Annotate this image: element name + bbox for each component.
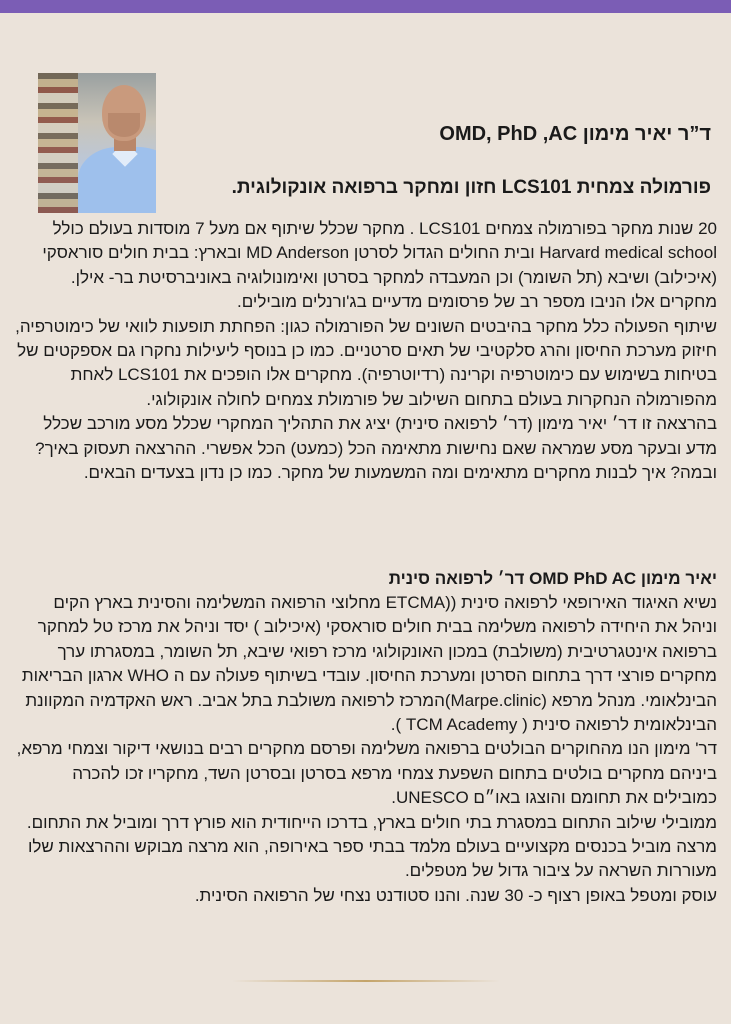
paragraph: בהרצאה זו דר׳ יאיר מימון (דר׳ לרפואה סינית) יציג את התהליך המחקרי שכלל מסע מורכב שכלל מדע ובעקר מסע שמראה שאם נחישות מתאימה הכל (כמעט) הכל אפשרי. ההרצאה תעסוק באיך? ובמה? איך לבנות מחקרים מתאימים ומה המשמעות של מחקר. כמו כן נדון בצעדים הבאים.: [35, 414, 717, 483]
paragraph: שיתוף הפעולה כלל מחקר בהיבטים השונים של הפורמולה כגון: הפחתת תופעות לוואי של כימוטרפיה, חיזוק מערכת החיסון והרג סלקטיבי של תאים סרטניים. כמו כן בנוסף ליעילות נחקרו גם אספקטים של בטיחות בשימוש עם כימוטרפיה וקרינה (רדיוטרפיה). מחקרים אלו הופכים את LCS101 לאחת מהפורמולה הנחקרות בעולם בתחום השילוב של פורמולת צמחים לחולה אונקולוגי.: [15, 316, 717, 409]
paragraph: ממובילי שילוב התחום במסגרת בתי חולים בארץ, בדרכו הייחודית הוא פורץ דרך ומוביל את התחום.: [26, 812, 717, 832]
face-shade: [108, 113, 140, 137]
bio-heading: יאיר מימון OMD PhD AC דר׳ לרפואה סינית: [388, 569, 717, 588]
lecture-description: [14, 217, 717, 485]
paragraph: דר' מימון הנו מהחוקרים הבולטים ברפואה משלימה ופרסם מחקרים רבים בנושאי דיקור וצמחי מרפא, ביניהם מחקרים בולטים בתחום השפעת צמחי מרפא בסרטן ובסרטן השד, מחקריו זכו להכרה כמובילים את תחומם והוצגו באו״ם UNESCO.: [16, 739, 717, 808]
page-subtitle: פורמולה צמחית LCS101 חזון ומחקר ברפואה אונקולוגית.: [231, 177, 711, 198]
top-accent-bar: [0, 0, 731, 13]
footer-divider: [232, 980, 500, 982]
page-title: ד”ר יאיר מימון OMD, PhD ,AC: [439, 123, 711, 145]
paragraph: עוסק ומטפל באופן רצוף כ- 30 שנה. והנו סטודנט נצחי של הרפואה הסינית.: [194, 885, 717, 905]
paragraph: נשיא האיגוד האירופאי לרפואה סינית ((ETCMA מחלוצי הרפואה המשלימה והסינית בארץ הקים וניהל את היחידה לרפואה משלימה בבית חולים סוראסקי (איכילוב ) יסד וניהל את מרכז טל למחקר ברפואה אינטגרטיבית (משולבת) במכון האונקולוגי מרכז רפואי שיבא, תל השומר, במסגרתו ערך מחקרים פורצי דרך בתחום הסרטן ומערכת החיסון. עובדי בשיתוף פעולה עם ה WHO ארגון הבריאות הבינלאומי. מנהל מרפא (Marpe.clinic)המרכז לרפואה משולבת בתל אביב. ראש האקדמיה המקוונת הבינלאומית לרפואה סינית ( TCM Academy ).: [21, 593, 717, 735]
paragraph: מרצה מוביל בכנסים מקצועיים בעולם מלמד בבתי ספר באירופה, הוא מרצה מבוקש וההרצאות שלו מעוררות השראה על ציבור גדול של מטפלים.: [28, 837, 717, 881]
speaker-bio: [14, 591, 717, 908]
paragraph: 20 שנות מחקר בפורמולה צמחים LCS101 . מחקר שכלל שיתוף אם מעל 7 מוסדות בעולם כולל Harvard medical school ובית החולים הגדול לסרטן MD Anderson ובארץ: בבית חולים סוראסקי (איכילוב) ושיבא (תל השומר) וכן המעבדה למחקר בסרטן ואימונולוגיה באוניברסיטת בר- אילן. מחקרים אלו הניבו מספר רב של פרסומים מדעיים בג'ורנלים מובילים.: [42, 219, 717, 312]
